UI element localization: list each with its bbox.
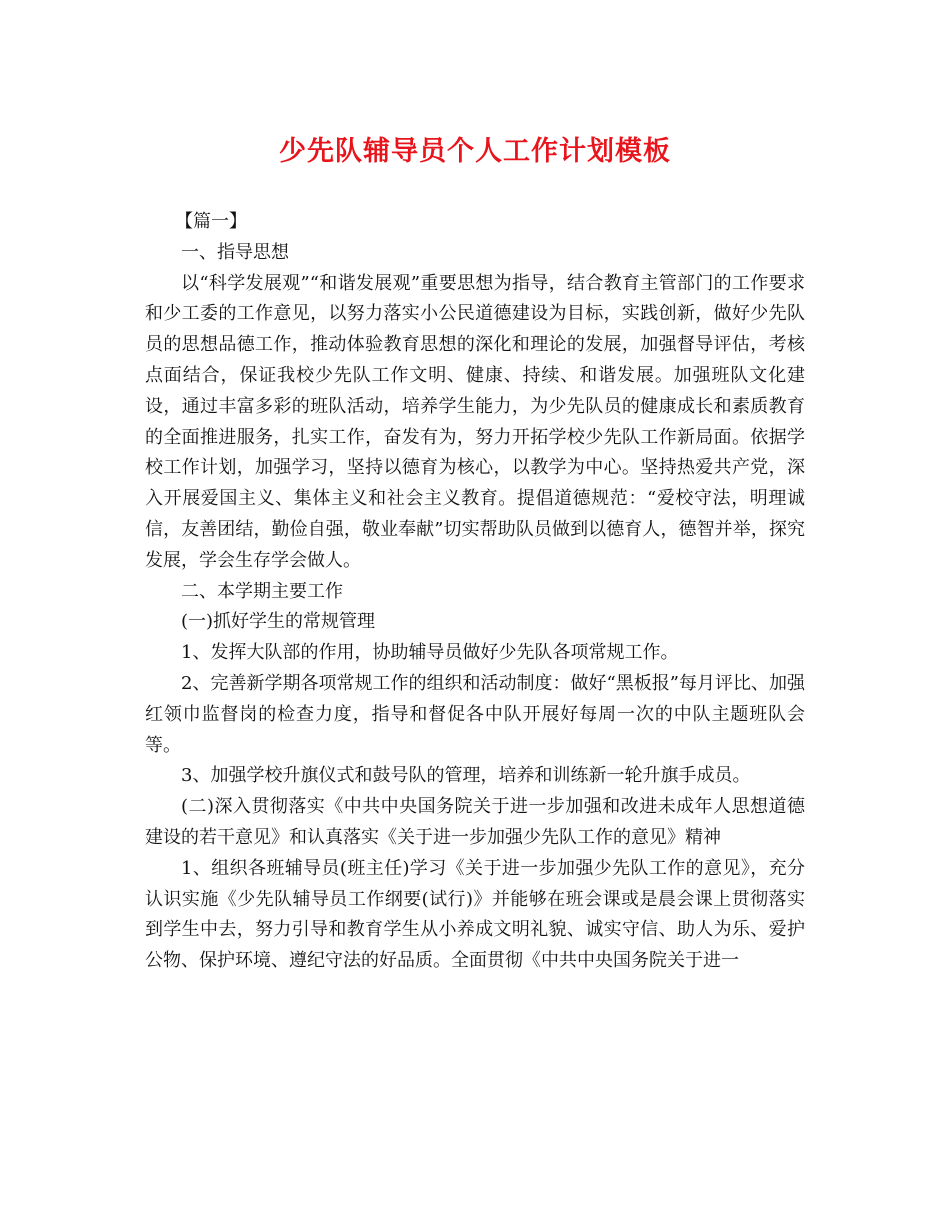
paragraph-guiding-ideology: 以“科学发展观”“和谐发展观”重要思想为指导，结合教育主管部门的工作要求和少工委的工作意见，以努力落实小公民道德建设为目标，实践创新，做好少先队员的思想品德工作，推动体验教育思想的深化和理论的发展，加强督导评估，考核点面结合，保证我校少先队工作文明、健康、持续、和谐发展。加强班队文化建设，通过丰富多彩的班队活动，培养学生能力，为少先队员的健康成长和素质教育的全面推进服务，扎实工作，奋发有为，努力开拓学校少先队工作新局面。依据学校工作计划，加强学习，坚持以德育为核心，以教学为中心。坚持热爱共产党，深入开展爱国主义、集体主义和社会主义教育。提倡道德规范：“爱校守法，明理诚信，友善团结，勤俭自强，敬业奉献”切实帮助队员做到以德育人，德智并举，探究发展，学会生存学会做人。 (145, 272, 805, 571)
list-item-3: 3、加强学校升旗仪式和鼓号队的管理，培养和训练新一轮升旗手成员。 (181, 765, 751, 787)
heading-guiding-ideology: 一、指导思想 (181, 241, 289, 263)
document-title: 少先队辅导员个人工作计划模板 (279, 136, 671, 167)
list-item-1: 1、发挥大队部的作用，协助辅导员做好少先队各项常规工作。 (181, 642, 679, 664)
subheading-implementation: (二)深入贯彻落实《中共中央国务院关于进一步加强和改进未成年人思想道德建设的若干意见》和认真落实《关于进一步加强少先队工作的意见》精神 (145, 796, 805, 848)
heading-main-work: 二、本学期主要工作 (181, 580, 343, 602)
list-item-2: 2、完善新学期各项常规工作的组织和活动制度：做好“黑板报”每月评比、加强红领巾监督岗的检查力度，指导和督促各中队开展好每周一次的中队主题班队会等。 (145, 672, 805, 756)
document-body (145, 207, 805, 977)
subheading-routine-management: (一)抓好学生的常规管理 (181, 611, 376, 633)
section-tag: 【篇一】 (175, 211, 247, 232)
list-item-4: 1、组织各班辅导员(班主任)学习《关于进一步加强少先队工作的意见》，充分认识实施《少先队辅导员工作纲要(试行)》并能够在班会课或是晨会课上贯彻落实到学生中去，努力引导和教育学生从小养成文明礼貌、诚实守信、助人为乐、爱护公物、保护环境、遵纪守法的好品质。全面贯彻《中共中央国务院关于进一 (145, 857, 805, 972)
